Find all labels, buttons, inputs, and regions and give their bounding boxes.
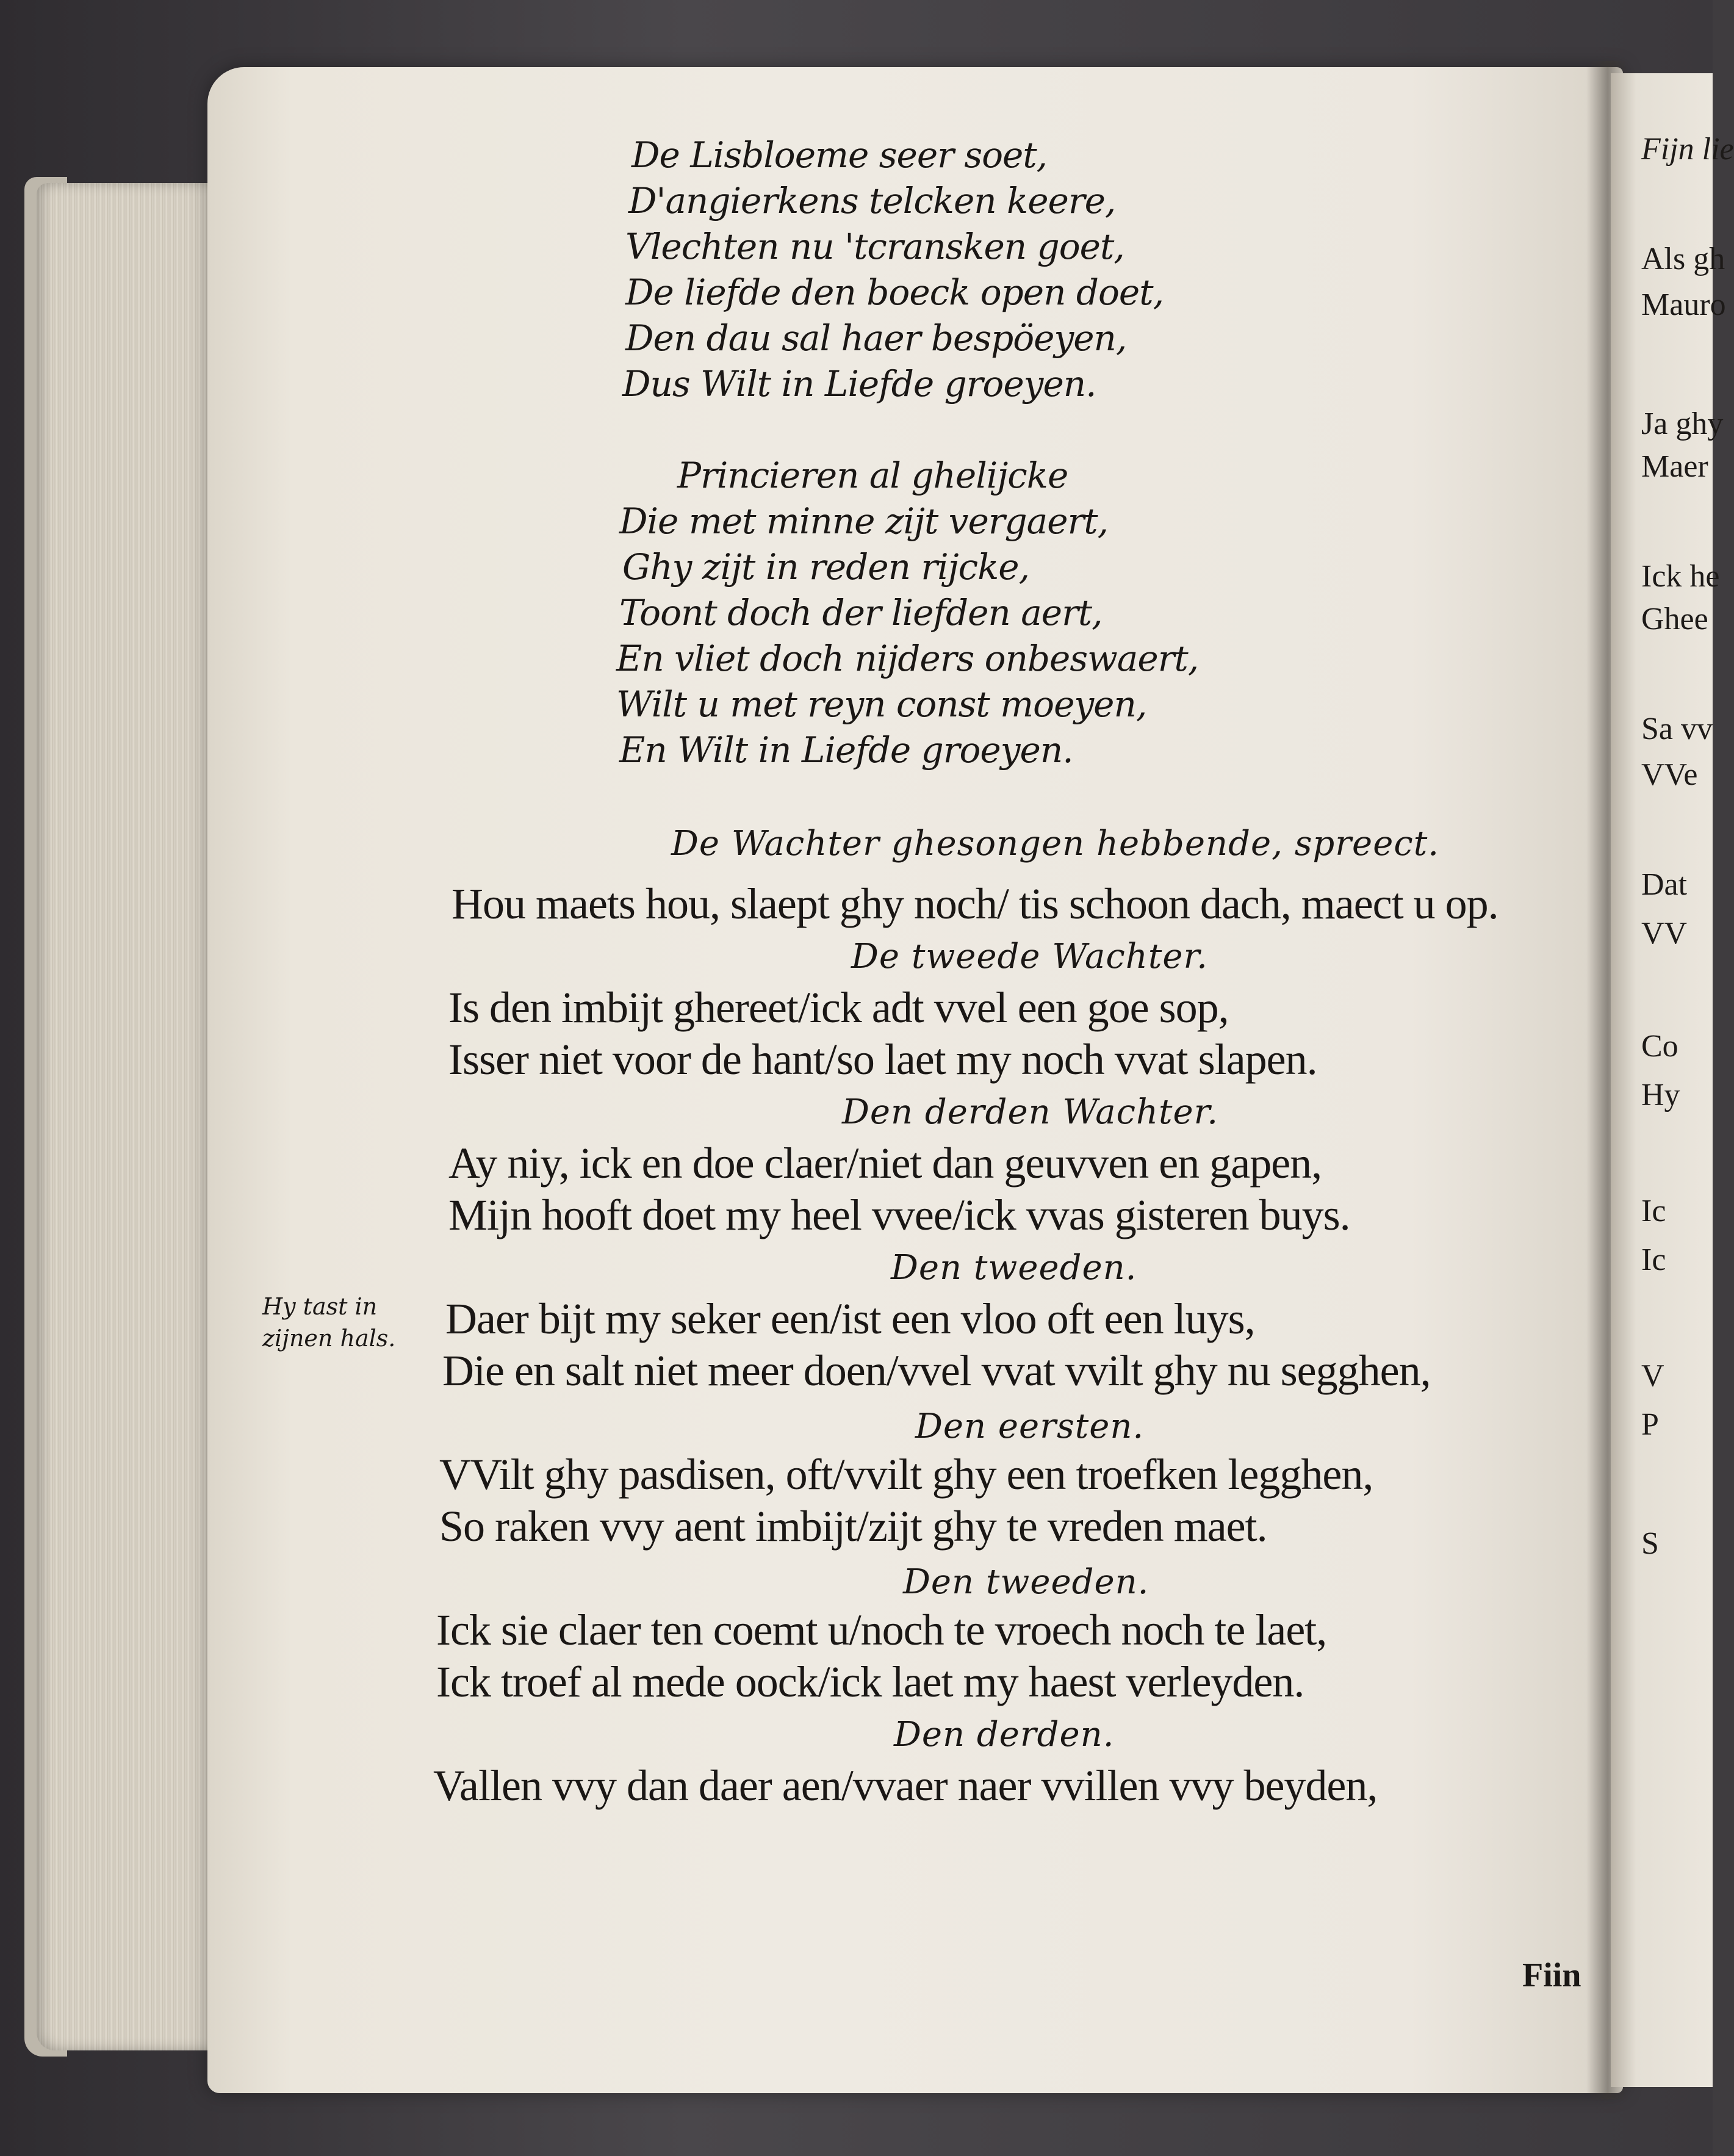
verse-line: De liefde den boeck open doet, [625,272,1164,313]
facing-page-line: Mauro [1641,287,1726,322]
facing-page-line: Dat [1641,867,1688,902]
speaker-heading: Den tweeden. [891,1248,1137,1288]
facing-page-line: V [1641,1358,1664,1393]
facing-page-line: Ic [1641,1194,1666,1228]
speaker-heading: Den tweeden. [903,1562,1149,1602]
prose-line: Ay niy, ick en doe claer/niet dan geuvven en gapen, [448,1139,1322,1188]
facing-page-line: VVe [1641,757,1698,792]
catchword: Fiin [1522,1956,1581,1994]
verse-line: En Wilt in Liefde groeyen. [619,729,1073,771]
prose-line: Die en salt niet meer doen/vvel vvat vvilt ghy nu segghen, [442,1346,1431,1395]
facing-page-line: Als gh [1641,242,1725,276]
prose-line: Daer bijt my seker een/ist een vloo oft een luys, [445,1294,1255,1343]
prose-line: So raken vvy aent imbijt/zijt ghy te vreden maet. [439,1502,1267,1551]
verse-line: Toont doch der liefden aert, [619,592,1103,633]
margin-note [262,1291,395,1354]
facing-page-line: Ja ghy [1641,406,1724,441]
margin-note-line: Hy tast in [262,1293,378,1320]
prose-line: Ick sie claer ten coemt u/noch te vroech noch te laet, [436,1606,1327,1654]
prose-line: Vallen vvy dan daer aen/vvaer naer vvillen vvy beyden, [433,1761,1378,1810]
facing-page-line: Maer [1641,449,1708,484]
verse-line: Wilt u met reyn const moeyen, [616,683,1147,725]
speaker-heading: Den eersten. [915,1407,1145,1446]
prose-line: Hou maets hou, slaept ghy noch/ tis schoon dach, maect u op. [451,879,1498,928]
facing-page-line: Ick he [1641,559,1720,594]
prose-line: Is den imbijt ghereet/ick adt vvel een goe sop, [448,983,1229,1032]
facing-page-line: Fijn lie [1641,132,1734,167]
facing-page-line: Ghee [1641,602,1708,636]
speaker-heading: De Wachter ghesongen hebbende, spreect. [671,824,1439,863]
prose-line: Ick troef al mede oock/ick laet my haest verleyden. [436,1657,1304,1706]
verse-line: En vliet doch nijders onbeswaert, [616,638,1199,679]
prose-line: VVilt ghy pasdisen, oft/vvilt ghy een troefken legghen, [439,1450,1373,1499]
prose-line: Isser niet voor de hant/so laet my noch vvat slapen. [448,1035,1317,1084]
page-edges [37,183,220,2050]
verse-line: Princieren al ghelijcke [677,455,1068,496]
margin-note-line: zijnen hals. [262,1325,396,1352]
prose-line: Mijn hooft doet my heel vvee/ick vvas gisteren buys. [448,1191,1350,1239]
facing-page-line: Hy [1641,1078,1680,1112]
verse-line: Dus Wilt in Liefde groeyen. [622,363,1096,405]
verse-line: Den dau sal haer bespöeyen, [625,317,1127,359]
verse-line: Vlechten nu 'tcransken goet, [625,226,1124,267]
speaker-heading: De tweede Wachter. [851,937,1208,976]
facing-page-line: S [1641,1526,1659,1561]
speaker-heading: Den derden Wachter. [842,1092,1219,1132]
facing-page-line: Sa vv [1641,712,1713,746]
speaker-heading: Den derden. [894,1715,1115,1754]
verse-line: De Lisbloeme seer soet, [631,134,1048,176]
verse-line: Die met minne zijt vergaert, [619,500,1109,542]
verse-line: D'angierkens telcken keere, [628,180,1116,222]
facing-page-line: VV [1641,916,1688,951]
facing-page-line: Ic [1641,1242,1666,1277]
verse-line: Ghy zijt in reden rijcke, [622,546,1030,588]
facing-page-line: Co [1641,1029,1678,1064]
facing-page-line: P [1641,1407,1659,1442]
